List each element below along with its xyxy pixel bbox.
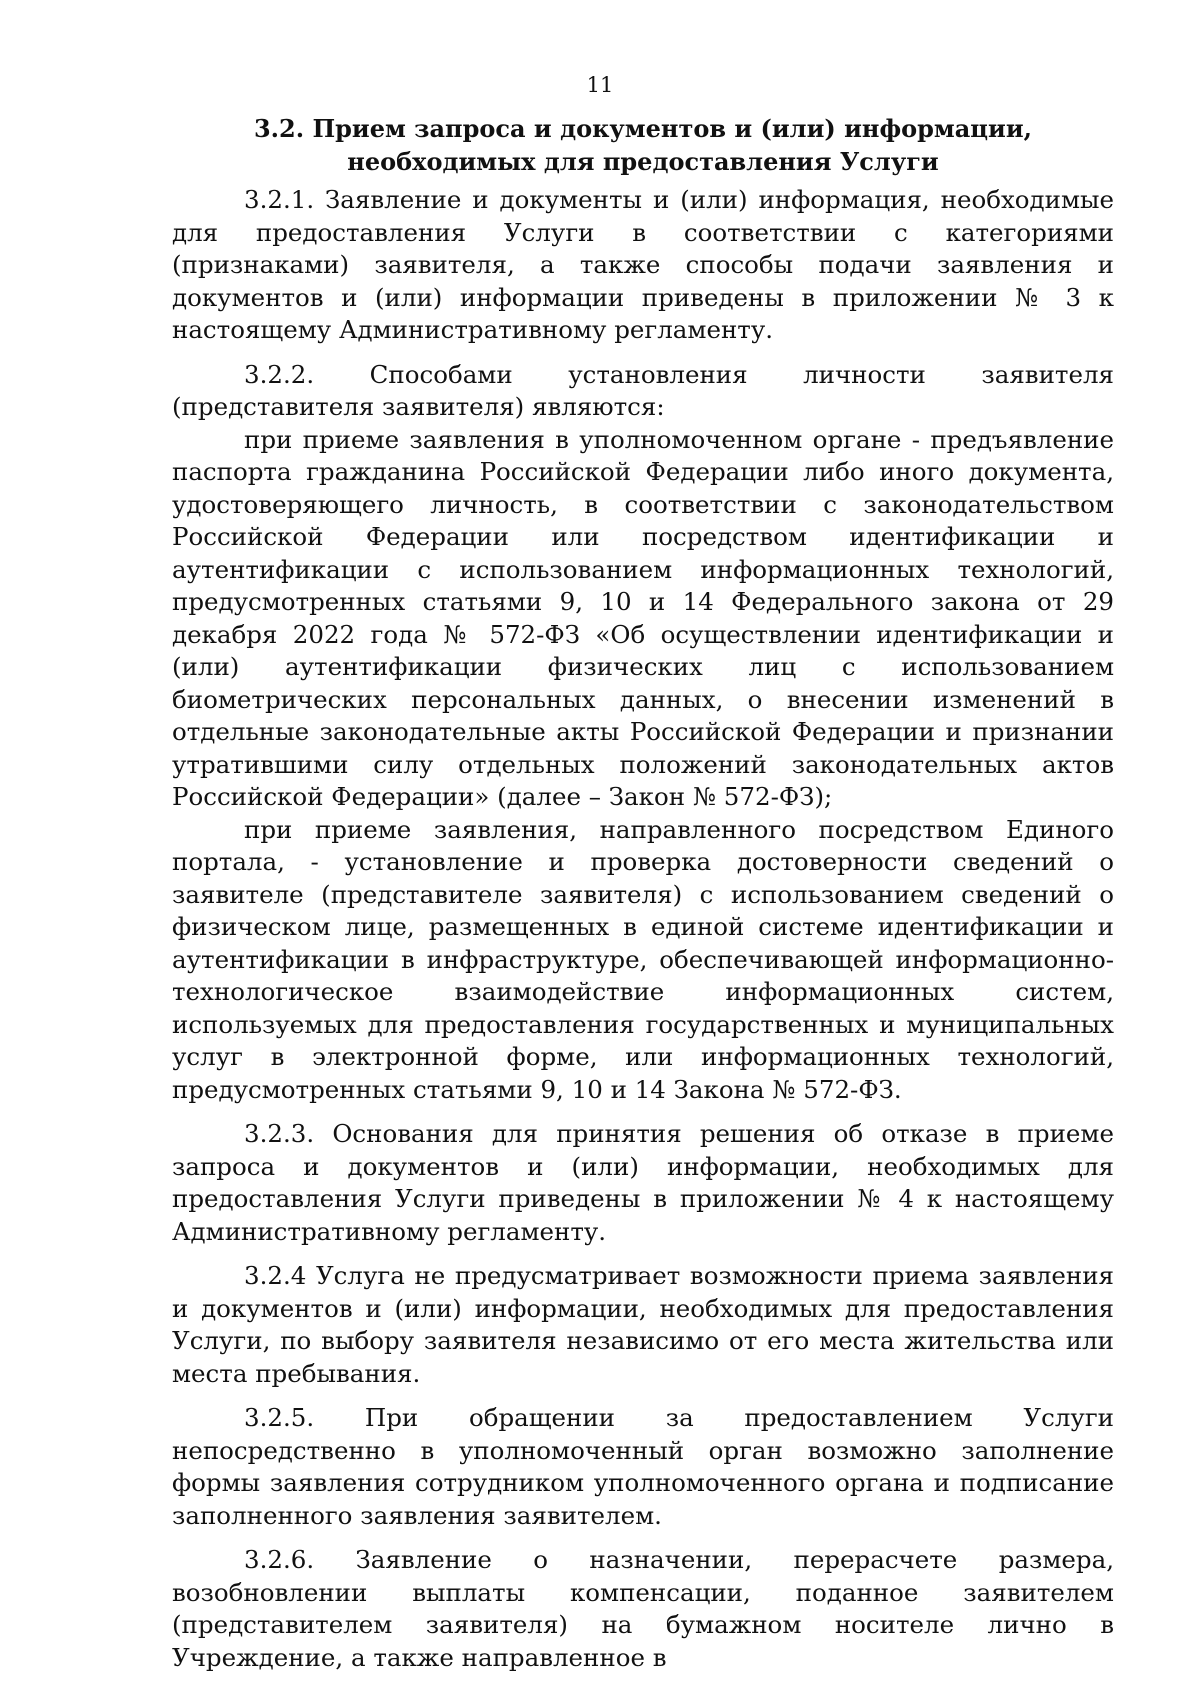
paragraph-3-2-5: 3.2.5. При обращении за предоставлением Услуги непосредственно в уполномоченный орган возможно заполнение формы заявления сотрудником уполномоченного органа и подписание заполненного заявления заявителем.: [172, 1403, 1114, 1530]
paragraph-3-2-4: 3.2.4 Услуга не предусматривает возможности приема заявления и документов и (или) информации, необходимых для предоставления Услуги, по выбору заявителя независимо от его места жительства или места пребывания.: [172, 1261, 1114, 1388]
paragraph-3-2-1: 3.2.1. Заявление и документы и (или) информация, необходимые для предоставления Услуги в соответствии с категориями (признаками) заявителя, а также способы подачи заявления и документов и (или) информации приведены в приложении № 3 к настоящему Административному регламенту.: [172, 185, 1114, 344]
paragraph-3-2-6: 3.2.6. Заявление о назначении, перерасчете размера, возобновлении выплаты компенсации, поданное заявителем (представителем заявителя) на бумажном носителе лично в Учреждение, а также направленное в: [172, 1545, 1114, 1672]
paragraph-3-2-3: 3.2.3. Основания для принятия решения об отказе в приеме запроса и документов и (или) информации, необходимых для предоставления Услуги приведены в приложении № 4 к настоящему Административному регламенту.: [172, 1119, 1114, 1246]
paragraph-identity-in-office: при приеме заявления в уполномоченном органе - предъявление паспорта гражданина Российской Федерации либо иного документа, удостоверяющего личность, в соответствии с законодательством Российской Федерации или посредством идентификации и аутентификации с использованием информационных технологий, предусмотренных статьями 9, 10 и 14 Федерального закона от 29 декабря 2022 года № 572-ФЗ «Об осуществлении идентификации и (или) аутентификации физических лиц с использованием биометрических персональных данных, о внесении изменений в отдельные законодательные акты Российской Федерации и признании утратившими силу отдельных положений законодательных актов Российской Федерации» (далее – Закон № 572-ФЗ);: [172, 424, 1114, 811]
section-heading: 3.2. Прием запроса и документов и (или) информации, необходимых для предоставления Услуги: [253, 114, 1032, 176]
page-number: 11: [586, 73, 614, 97]
document-body: [172, 113, 1114, 1674]
paragraph-3-2-2: 3.2.2. Способами установления личности заявителя (представителя заявителя) являются:: [172, 359, 1114, 421]
paragraph-identity-portal: при приеме заявления, направленного посредством Единого портала, - установление и проверка достоверности сведений о заявителе (представителе заявителя) с использованием сведений о физическом лице, размещенных в единой системе идентификации и аутентификации в инфраструктуре, обеспечивающей информационно-технологическое взаимодействие информационных систем, используемых для предоставления государственных и муниципальных услуг в электронной форме, или информационных технологий, предусмотренных статьями 9, 10 и 14 Закона № 572-ФЗ.: [172, 814, 1114, 1104]
